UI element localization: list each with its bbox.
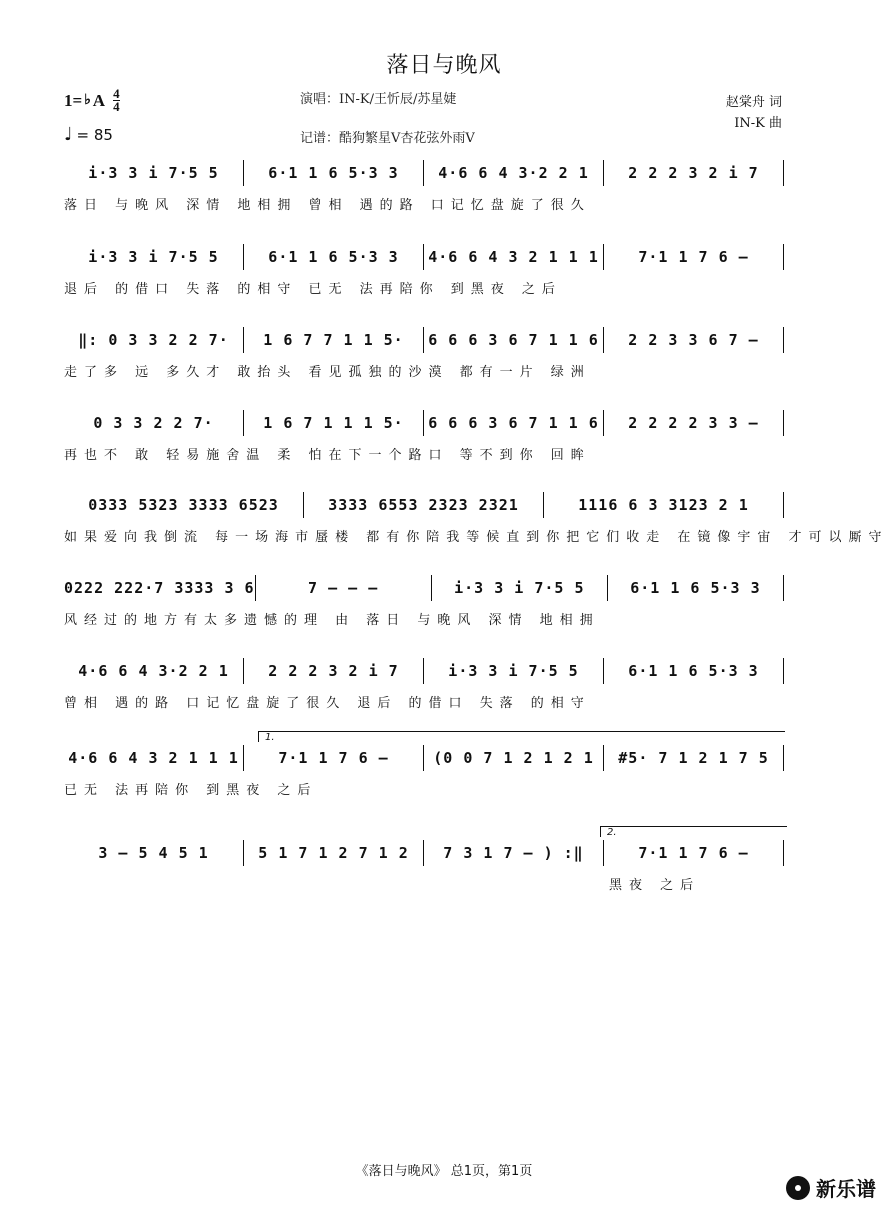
- tempo-marking: [64, 124, 113, 145]
- notes-line: [64, 745, 784, 771]
- score-system: [64, 492, 889, 552]
- measure: 1116 6 3 3123 2 1: [544, 492, 784, 518]
- lyrics-line: 曾相 遇的路 口记忆盘旋了很久 退后 的借口 失落 的相守: [64, 696, 591, 711]
- volta-bracket: 1.: [258, 731, 785, 742]
- notes-line: [64, 244, 784, 270]
- measure: 6·1 1 6 5·3 3: [604, 658, 784, 684]
- measure: 2 2 3 3 6 7 –: [604, 327, 784, 353]
- composer: IN-K 曲: [734, 116, 782, 131]
- measure: 2 2 2 3 2 i 7: [604, 160, 784, 186]
- measure: 0 3 3 2 2 7·: [64, 410, 244, 436]
- logo-text: 新乐谱: [816, 1177, 876, 1201]
- measure: 2 2 2 2 3 3 –: [604, 410, 784, 436]
- transcriber: 记谱：酷狗繁星V杏花弦外雨V: [300, 131, 475, 146]
- measure: 7·1 1 7 6 –: [244, 745, 424, 771]
- measure: 6·1 1 6 5·3 3: [244, 160, 424, 186]
- lyrics-line: 退后 的借口 失落 的相守 已无 法再陪你 到黑夜 之后: [64, 282, 562, 297]
- lyrics-line: 走了多 远 多久才 敢抬头 看见孤独的沙漠 都有一片 绿洲: [64, 365, 591, 380]
- measure: i·3 3 i 7·5 5: [64, 160, 244, 186]
- score-system: [64, 327, 784, 387]
- measure: 7·1 1 7 6 –: [604, 244, 784, 270]
- lyricist: 赵棠舟 词: [725, 95, 782, 110]
- flat-sign: ♭: [84, 93, 91, 108]
- notes-line: [64, 410, 784, 436]
- time-bottom: 4: [113, 99, 120, 114]
- measure: i·3 3 i 7·5 5: [64, 244, 244, 270]
- notes-line: [64, 575, 784, 601]
- notes-line: [64, 658, 784, 684]
- measure: i·3 3 i 7·5 5: [424, 658, 604, 684]
- measure: (0 0 7 1 2 1 2 1: [424, 745, 604, 771]
- page-footer: 《落日与晚风》 总1页，第1页: [355, 1164, 533, 1179]
- measure: 4·6 6 4 3·2 2 1: [424, 160, 604, 186]
- score-system: [64, 160, 784, 220]
- measure: 6·1 1 6 5·3 3: [608, 575, 784, 601]
- measure: 2 2 2 3 2 i 7: [244, 658, 424, 684]
- measure: i·3 3 i 7·5 5: [432, 575, 608, 601]
- measure: 4·6 6 4 3 2 1 1 1: [64, 745, 244, 771]
- time-top: 4: [113, 86, 120, 101]
- score-system: [64, 410, 784, 470]
- measure: 0333 5323 3333 6523: [64, 492, 304, 518]
- measure: 6 6 6 3 6 7 1 1 6: [424, 327, 604, 353]
- score-system: [64, 732, 784, 805]
- measure: 6·1 1 6 5·3 3: [244, 244, 424, 270]
- score-system: [64, 244, 784, 304]
- logo: [786, 1173, 876, 1202]
- measure: 3 – 5 4 5 1: [64, 840, 244, 866]
- measure: #5· 7 1 2 1 7 5: [604, 745, 784, 771]
- time-signature: [113, 88, 120, 113]
- score-system: [64, 658, 784, 718]
- singers: 演唱：IN-K/王忻辰/苏星婕: [300, 92, 457, 107]
- measure: 7 – – –: [256, 575, 432, 601]
- notes-line: [64, 327, 784, 353]
- measure: 6 6 6 3 6 7 1 1 6: [424, 410, 604, 436]
- measure: 7 3 1 7 – ) :‖: [424, 840, 604, 866]
- score-system: [64, 575, 784, 635]
- lyrics-line: 黑夜 之后: [609, 878, 701, 893]
- lyrics-line: 如果爱向我倒流 每一场海市蜃楼 都有你陪我等候直到你把它们收走 在镜像宇宙 才可以厮守: [64, 530, 889, 545]
- measure: 4·6 6 4 3·2 2 1: [64, 658, 244, 684]
- measure: 5 1 7 1 2 7 1 2: [244, 840, 424, 866]
- measure: 3333 6553 2323 2321: [304, 492, 544, 518]
- volta-bracket: 2.: [600, 826, 787, 837]
- quarter-note-icon: ♩: [64, 124, 73, 145]
- lyrics-line: 再也不 敢 轻易施舍温 柔 怕在下一个路口 等不到你 回眸: [64, 448, 591, 463]
- key-prefix: 1=: [64, 90, 83, 110]
- measure: ‖: 0 3 3 2 2 7·: [64, 327, 244, 353]
- lyrics-line: 已无 法再陪你 到黑夜 之后: [64, 783, 318, 798]
- lyrics-line: 风经过的地方有太多遗憾的理 由 落日 与晚风 深情 地相拥: [64, 613, 600, 628]
- notes-line: [64, 492, 784, 518]
- score-system: [64, 827, 784, 900]
- measure: 1 6 7 1 1 1 5·: [244, 410, 424, 436]
- tempo-value: = 85: [76, 125, 113, 144]
- credits: [726, 92, 782, 134]
- measure: 1 6 7 7 1 1 5·: [244, 327, 424, 353]
- measure: 0222 222·7 3333 3 6: [64, 575, 256, 601]
- lyrics-line: 落日 与晚风 深情 地相拥 曾相 遇的路 口记忆盘旋了很久: [64, 198, 591, 213]
- measure: 4·6 6 4 3 2 1 1 1: [424, 244, 604, 270]
- key-letter: A: [92, 90, 106, 110]
- key-signature: [64, 88, 120, 113]
- notes-line: [64, 840, 784, 866]
- measure: 7·1 1 7 6 –: [604, 840, 784, 866]
- song-title: 落日与晚风: [386, 53, 502, 78]
- record-disc-icon: [786, 1176, 810, 1200]
- notes-line: [64, 160, 784, 186]
